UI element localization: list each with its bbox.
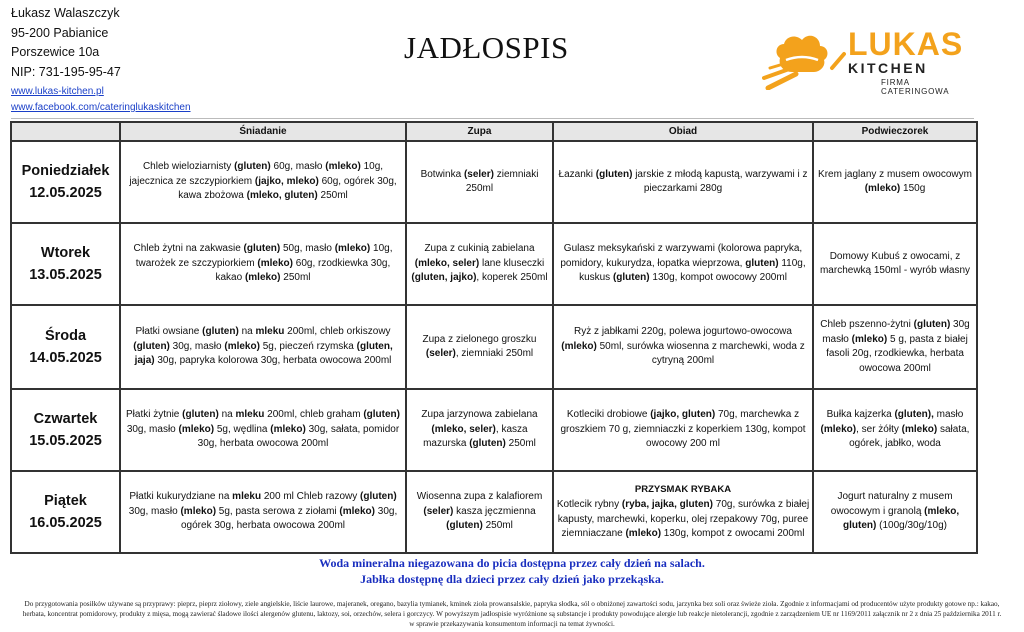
meal-text: 200 ml Chleb razowy [261, 491, 361, 503]
facebook-link[interactable]: www.facebook.com/cateringlukaskitchen [11, 102, 191, 113]
meal-text: (100g/30g/10g) [876, 520, 947, 532]
meal-text: Botwinka [420, 168, 464, 180]
day-date: 16.05.2025 [29, 515, 102, 531]
website-link[interactable]: www.lukas-kitchen.pl [11, 86, 104, 97]
lunch-cell [553, 389, 813, 471]
allergen-text: (gluten) [243, 243, 281, 255]
allergen-text: (mleko) [864, 183, 901, 194]
day-cell [11, 223, 120, 305]
meal-text: , koperek 250ml [476, 272, 548, 284]
allergen-text: (mleko) [820, 423, 857, 435]
logo-tagline: FIRMA CATERINGOWA [881, 78, 950, 96]
column-header-breakfast: Śniadanie [120, 122, 406, 141]
meal-text: jarskie z młodą kapustą, warzywami i z pieczarkami 280g [632, 168, 808, 194]
allergen-text: (gluten) [182, 409, 219, 421]
meal-text: 130g, kompot z owocami 200ml [661, 528, 805, 539]
allergen-text: (seler) [463, 168, 494, 180]
meal-text: ziemniaki 250ml [465, 168, 539, 194]
meal-text: Krem jaglany z musem owocowym [818, 168, 972, 180]
day-name: Poniedziałek [21, 163, 110, 179]
meal-text: Gulasz meksykański z warzywami (kolorowa papryka, pomidory, kukurydza, łopatka wieprzowa, [560, 243, 803, 269]
meal-text: 10g, twarożek ze szczypiorkiem [135, 243, 393, 269]
meal-text: 110g, kuskus [579, 257, 806, 284]
allergen-text: gluten) [745, 257, 779, 269]
day-row [11, 223, 977, 305]
meal-text: 5 g, pasta z białej fasoli 20g, rzodkiewka, herbata owocowa 200ml [826, 333, 968, 374]
meal-text: 30g masło [822, 319, 970, 345]
company-address-line2: Porszewice 10a [11, 45, 100, 59]
allergen-text: (mleko) [244, 272, 281, 284]
day-row [11, 141, 977, 223]
allergen-text: (mleko, seler) [431, 423, 496, 435]
meal-text: lane kluseczki [479, 257, 545, 269]
meal-text: Bułka kajzerka [826, 409, 895, 421]
day-date: 15.05.2025 [29, 433, 102, 449]
meal-text: 250ml [317, 190, 348, 202]
allergen-text: (gluten) [360, 491, 397, 503]
meal-text: 70g, marchewka z groszkiem 70 g, ziemniaczki z koperkiem 130g, kompot owocowy 200 ml [560, 409, 806, 450]
allergen-text: (seler) [425, 348, 456, 359]
allergen-text: (ryba, jajka, gluten) [621, 499, 713, 510]
day-name: Wtorek [40, 245, 91, 261]
meal-text: Łazanki [558, 168, 596, 180]
meal-text: Zupa z cukinią zabielana [424, 243, 535, 255]
lunch-cell [553, 141, 813, 223]
allergen-text: (gluten) [446, 520, 483, 532]
meal-text: , kasza mazurska [423, 423, 528, 450]
allergen-text: mleku [235, 409, 265, 421]
meal-text: 30g, masło [169, 340, 225, 352]
allergen-text: (mleko) [257, 257, 293, 269]
soup-cell [406, 305, 553, 389]
meal-text: 60g, ogórek 30g, kawa zbożowa [178, 175, 397, 202]
header-corner [11, 122, 120, 141]
company-logo [762, 24, 972, 94]
allergen-text: (mleko) [339, 505, 375, 517]
meal-text: sałata, ogórek, jabłko, woda [849, 423, 970, 450]
meal-text: 10g, jajecznica ze szczypiorkiem [129, 161, 384, 187]
allergen-text: (mleko) [180, 505, 217, 517]
meal-text: 30g, ogórek 30g, herbata owocowa 200ml [181, 505, 398, 532]
day-cell [11, 305, 120, 389]
day-row [11, 305, 977, 389]
snack-cell [813, 223, 977, 305]
allergen-text: (jajko, mleko) [254, 175, 319, 187]
meal-text: 200ml, chleb graham [264, 409, 364, 421]
meal-text: masło [933, 409, 964, 421]
day-row [11, 389, 977, 471]
soup-cell [406, 471, 553, 553]
snack-cell [813, 305, 977, 389]
column-header-lunch: Obiad [553, 122, 813, 141]
allergen-text: (gluten) [469, 438, 506, 450]
meal-text: na [238, 326, 256, 338]
snack-cell [813, 389, 977, 471]
company-links [11, 84, 191, 116]
day-name: Środa [44, 328, 87, 344]
meal-text: Ryż z jabłkami 220g, polewa jogurtowo-owocowa [574, 326, 792, 338]
meal-text: 30g, masło [128, 505, 181, 517]
allergen-text: (mleko, gluten) [843, 505, 960, 532]
soup-cell [406, 389, 553, 471]
meal-text: Płatki kukurydziane na [129, 491, 233, 503]
allergen-text: (mleko) [851, 333, 888, 345]
lunch-special-title: PRZYSMAK RYBAKA [634, 483, 732, 495]
lunch-cell [553, 223, 813, 305]
meal-text: Płatki żytnie [126, 409, 183, 421]
meal-text: 70g, surówka z białej kapusty, marchewki, koperku, olej rzepakowy 70g, puree ziemniaczane [557, 499, 810, 539]
meal-text: 250ml [280, 272, 311, 284]
allergen-text: (mleko) [901, 423, 938, 435]
meal-text: Chleb żytni na zakwasie [133, 243, 244, 255]
day-date: 12.05.2025 [29, 185, 102, 201]
day-name: Piątek [44, 493, 87, 509]
allergen-text: (gluten) [595, 168, 633, 180]
meal-text: Wiosenna zupa z kalafiorem [416, 491, 543, 503]
snack-cell [813, 471, 977, 553]
allergen-text: (jajko, gluten) [650, 409, 716, 421]
meal-text: , ziemniaki 250ml [455, 348, 534, 359]
day-cell [11, 141, 120, 223]
day-date: 13.05.2025 [29, 267, 102, 283]
lunch-cell [553, 471, 813, 553]
meal-text: 200ml, chleb orkiszowy [284, 326, 391, 338]
meal-text: 30g, masło [126, 423, 179, 435]
allergen-text: (mleko) [270, 423, 306, 435]
meal-text: 250ml [482, 520, 513, 532]
meal-text: 5g, pasta serowa z ziołami [216, 505, 340, 517]
meal-text: Chleb pszenno-żytni [820, 319, 914, 330]
company-name: Łukasz Walaszczyk [11, 6, 120, 20]
meal-text: , ser żółty [856, 423, 902, 435]
soup-cell [406, 223, 553, 305]
note-apples: Jabłka dostępnę dla dzieci przez cały dzień jako przekąska. [360, 572, 664, 586]
logo-subword: KITCHEN [848, 60, 928, 76]
header-row [11, 122, 977, 141]
allergen-text: (gluten) [913, 319, 951, 330]
day-row [11, 471, 977, 553]
meal-text: Kotleciki drobiowe [566, 409, 651, 421]
meal-text: Zupa jarzynowa zabielana [421, 409, 538, 421]
day-date: 14.05.2025 [29, 350, 102, 366]
breakfast-cell [120, 389, 406, 471]
logo-wordmark: LUKAS [848, 26, 964, 62]
meal-text: Zupa z zielonego groszku [422, 333, 537, 345]
allergen-text: (seler) [423, 505, 454, 517]
column-header-snack: Podwieczorek [813, 122, 977, 141]
allergen-text: (gluten) [133, 340, 170, 352]
meal-text: Jogurt naturalny z musem owocowym i granolą [830, 491, 953, 517]
breakfast-cell [120, 305, 406, 389]
allergen-text: (mleko) [334, 243, 371, 255]
meal-text: Chleb wieloziarnisty [142, 161, 235, 173]
company-address-line1: 95-200 Pabianice [11, 25, 109, 40]
allergen-text: (mleko) [178, 423, 215, 435]
meal-text: 60g, rzodkiewka 30g, kakao [215, 257, 391, 284]
company-nip: NIP: 731-195-95-47 [11, 64, 121, 79]
meal-text: 5g, pieczeń rzymska [259, 340, 357, 352]
meal-text: 50ml, surówka wiosenna z marchewki, woda z cytryną 200ml [596, 340, 805, 367]
allergen-text: (gluten, jaja) [134, 340, 393, 367]
allergen-text: (mleko) [625, 528, 662, 539]
day-name: Czwartek [33, 411, 98, 427]
meal-text: 50g, masło [280, 243, 335, 255]
meal-text: na [218, 409, 236, 421]
allergen-text: (mleko, gluten) [246, 190, 318, 202]
allergen-text: (gluten) [612, 272, 650, 284]
allergen-text: (mleko, seler) [414, 257, 480, 269]
breakfast-cell [120, 141, 406, 223]
day-cell [11, 389, 120, 471]
allergen-text: (gluten) [202, 326, 239, 338]
allergen-text: (gluten, jajko) [411, 272, 477, 284]
day-cell [11, 471, 120, 553]
breakfast-cell [120, 223, 406, 305]
meal-text: 30g, papryka kolorowa 30g, herbata owocowa 200ml [154, 355, 392, 367]
meal-text: 30g, sałata, pomidor 30g, herbata owocowa 200ml [197, 423, 400, 450]
meal-text: 5g, wędlina [214, 423, 271, 435]
allergen-text: (mleko) [561, 340, 597, 352]
meal-text: kasza jęczmienna [453, 505, 536, 517]
meal-text: 130g, kompot owocowy 200ml [649, 272, 787, 284]
chef-hat-utensils-icon [762, 24, 846, 90]
meal-text: 150g [900, 183, 926, 194]
allergen-text: (gluten) [234, 161, 271, 173]
allergen-text: mleku [232, 491, 262, 503]
allergen-footnote: Do przygotowania posiłków używane są przyprawy: pieprz, pieprz ziołowy, ziele angielskie, liście laurowe, majeranek, oregano, bazylia tymianek, kminek zioła prowansalskie, papryka słodka, sól o obniżonej zawartości sodu, jarzynka bez soli oraz świeże zioła. Zgodnie z informacjami od producentów użyte produkty gotowe np.: kakao, herbata, koncentrat pomidorowy, produkty z mięsa, mogą zawierać śladowe ilości alergenów glutenu, laktozy, soi, orzechów, selera i gorczycy. W powyższym jadłospisie wyróżnione są substancje i produkty powodujące alergie lub reakcje nietolerancji, zgodnie z zarządzeniem UE nr 1169/2011 załącznik nr 2 z dnia 25 października 2011 r. w sprawie przekazywania konsumentom informacji na temat żywności. [22, 600, 1002, 628]
meal-text: Domowy Kubuś z owocami, z marchewką 150ml - wyrób własny [819, 250, 971, 276]
breakfast-cell [120, 471, 406, 553]
allergen-text: (mleko) [224, 340, 260, 352]
meal-text: Płatki owsiane [135, 326, 203, 338]
allergen-text: (gluten) [363, 409, 400, 421]
meal-text: 250ml [505, 438, 536, 450]
column-header-soup: Zupa [406, 122, 553, 141]
page-title: JADŁOSPIS [404, 30, 569, 65]
note-water: Woda mineralna niegazowana do picia dostępna przez cały dzień na salach. [319, 556, 705, 570]
snack-cell [813, 141, 977, 223]
soup-cell [406, 141, 553, 223]
header-divider [11, 118, 974, 119]
meal-text: 60g, masło [270, 161, 326, 173]
allergen-text: mleku [255, 326, 285, 338]
menu-table [10, 121, 978, 554]
notes [0, 555, 1024, 587]
company-info [11, 4, 121, 82]
lunch-cell [553, 305, 813, 389]
meal-text: Kotlecik rybny [556, 499, 622, 510]
allergen-text: (mleko) [325, 161, 361, 173]
allergen-text: (gluten), [894, 409, 934, 421]
